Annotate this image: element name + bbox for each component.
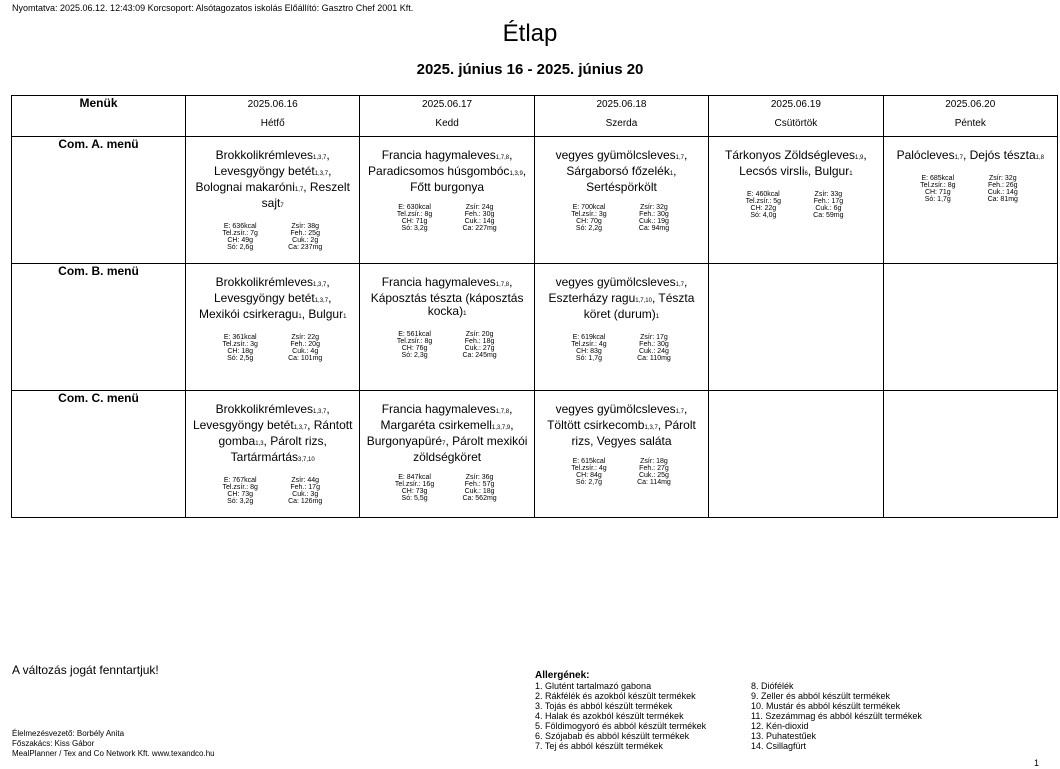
nutrition-value: Tel.zsír.: 4g — [571, 341, 607, 348]
dish-allergen-codes: 1,3,7 — [313, 155, 327, 161]
nutrition-value: Só: 1,7g — [924, 196, 951, 203]
dish-name: Burgonyapüré — [366, 434, 443, 448]
dish-separator: , — [522, 164, 527, 178]
nutrition-info — [382, 331, 512, 359]
nutrition-value: Feh.: 57g — [464, 481, 495, 488]
nutrition-value: E: 636kcal — [223, 223, 257, 230]
dish-name: Eszterházy ragu — [548, 291, 636, 305]
nutrition-value: Ca: 94mg — [638, 225, 670, 232]
nutrition-value: Ca: 81mg — [987, 196, 1018, 203]
change-notice: A változás jogát fenntartjuk! — [12, 663, 159, 677]
dish-separator: , — [328, 291, 332, 305]
dish-name: Párolt mexikói zöldségköret — [413, 434, 528, 464]
nutrition-value: E: 700kcal — [572, 204, 606, 211]
dish-name: Sárgaborsó főzelék — [566, 164, 670, 178]
dish-allergen-codes: 7 — [442, 441, 446, 447]
day-header — [709, 96, 883, 137]
nutrition-value: Tel.zsír.: 7g — [222, 230, 258, 237]
nutrition-info — [556, 458, 686, 486]
catering-manager: Élelmezésvezető: Borbély Anita — [12, 729, 125, 738]
dish-separator: , — [326, 148, 330, 162]
menu-cell — [360, 264, 534, 391]
nutrition-value: Zsír: 36g — [465, 474, 494, 481]
nutrition-value: CH: 84g — [576, 472, 602, 479]
nutrition-value: Só: 5,5g — [401, 495, 428, 502]
nutrition-value: Tel.zsír.: 4g — [571, 465, 607, 472]
dish-allergen-codes: 1,3,9 — [509, 171, 523, 177]
dish-name: Tészta köret (durum) — [583, 291, 695, 321]
nutrition-info — [905, 175, 1035, 203]
dish-allergen-codes: 1,3,7,9 — [491, 425, 511, 431]
dish-list — [366, 403, 527, 464]
nutrition-value: Feh.: 26g — [987, 182, 1018, 189]
dish-list — [192, 149, 353, 213]
dish-list — [192, 276, 353, 324]
day-header — [186, 96, 360, 137]
menu-table — [11, 95, 1058, 518]
nutrition-value: Cuk.: 4g — [292, 348, 319, 355]
allergen-item: 6. Szójabab és abból készült termékek — [535, 731, 690, 741]
dish-separator: , — [673, 164, 677, 178]
software-credit: MealPlanner / Tex and Co Network Kft. www.texandco.hu — [12, 749, 215, 758]
nutrition-info — [208, 334, 338, 362]
nutrition-value: E: 847kcal — [398, 474, 431, 481]
dish-list — [192, 403, 353, 467]
dish-list — [890, 149, 1051, 165]
nutrition-value: E: 561kcal — [398, 331, 431, 338]
nutrition-value: Tel.zsír.: 3g — [222, 341, 258, 348]
dish-list — [366, 276, 527, 321]
nutrition-value: Só: 3,2g — [227, 498, 254, 505]
dish-name: vegyes gyümölcsleves — [555, 148, 676, 162]
menu-row — [12, 264, 1058, 391]
nutrition-value: Cuk.: 3g — [292, 491, 319, 498]
dish-name: Francia hagymaleves — [381, 402, 496, 416]
dish-allergen-codes: 1 — [463, 311, 467, 317]
nutrition-value: CH: 76g — [401, 345, 428, 352]
menu-label: Com. A. menü — [12, 137, 186, 264]
head-chef: Főszakács: Kiss Gábor — [12, 739, 95, 748]
day-date: 2025.06.16 — [247, 99, 298, 110]
dish-allergen-codes: 1,7,8 — [495, 155, 510, 161]
menu-label: Com. B. menü — [12, 264, 186, 391]
nutrition-value: Ca: 245mg — [462, 352, 497, 359]
nutrition-value: Só: 2,6g — [227, 244, 254, 251]
day-name: Szerda — [605, 118, 638, 129]
dish-name: Párolt rizs — [571, 418, 696, 448]
nutrition-value: Cuk.: 25g — [638, 472, 669, 479]
dish-separator: , — [684, 402, 688, 416]
dish-separator: , — [509, 275, 513, 289]
nutrition-value: Feh.: 18g — [464, 338, 495, 345]
allergen-item: 12. Kén-dioxid — [751, 721, 809, 731]
menu-cell — [186, 137, 360, 264]
allergen-item: 9. Zeller és abból készült termékek — [751, 691, 891, 701]
nutrition-value: Tel.zsír.: 8g — [222, 484, 258, 491]
nutrition-value: Cuk.: 14g — [987, 189, 1018, 196]
nutrition-value: Feh.: 20g — [290, 341, 320, 348]
dish-name: Főtt burgonya — [410, 180, 485, 194]
nutrition-info — [382, 204, 512, 232]
nutrition-value: Tel.zsír.: 3g — [571, 211, 607, 218]
nutrition-value: Cuk.: 27g — [464, 345, 495, 352]
nutrition-value: Zsír: 24g — [465, 204, 494, 211]
dish-name: Vegyes saláta — [596, 434, 672, 448]
nutrition-value: CH: 22g — [750, 205, 777, 212]
nutrition-value: Zsír: 44g — [291, 477, 319, 484]
day-header — [883, 96, 1057, 137]
dish-separator: , — [326, 275, 330, 289]
dish-allergen-codes: 1,3,7 — [313, 282, 327, 288]
dish-list — [715, 149, 876, 181]
menu-cell — [360, 391, 534, 518]
day-header — [360, 96, 534, 137]
dish-allergen-codes: 1,7 — [954, 155, 963, 161]
dish-name: Levesgyöngy betét — [213, 291, 315, 305]
nutrition-value: CH: 49g — [227, 237, 254, 244]
dish-allergen-codes: 6 — [804, 171, 808, 177]
dish-name: Sertéspörkölt — [586, 180, 657, 194]
nutrition-info — [731, 191, 861, 219]
nutrition-info — [556, 204, 686, 232]
nutrition-value: Ca: 237mg — [288, 244, 323, 251]
dish-allergen-codes: 1 — [298, 314, 302, 320]
nutrition-value: Zsír: 32g — [988, 175, 1017, 182]
dish-allergen-codes: 1 — [655, 314, 660, 320]
dish-allergen-codes: 1,7,8 — [495, 409, 510, 415]
nutrition-value: Zsír: 38g — [291, 223, 319, 230]
dish-allergen-codes: 1,3 — [255, 441, 264, 447]
nutrition-value: CH: 70g — [576, 218, 602, 225]
dish-name: Rántott gomba — [218, 418, 353, 448]
nutrition-info — [382, 474, 512, 502]
allergen-legend — [535, 671, 971, 751]
dish-separator: , — [807, 164, 815, 178]
nutrition-value: CH: 71g — [401, 218, 428, 225]
dish-separator: , — [307, 418, 314, 432]
allergen-item: 2. Rákfélék és azokból készült termékek — [535, 691, 696, 701]
dish-separator: , — [684, 148, 688, 162]
menu-cell — [534, 391, 708, 518]
dish-name: Levesgyöngy betét — [192, 418, 294, 432]
dish-name: Káposztás tészta (káposztás kocka) — [370, 291, 524, 318]
day-date: 2025.06.19 — [770, 99, 821, 110]
dish-allergen-codes: 1,8 — [1035, 155, 1044, 161]
nutrition-value: Ca: 227mg — [462, 225, 497, 232]
nutrition-value: Cuk.: 6g — [815, 205, 842, 212]
nutrition-value: CH: 18g — [227, 348, 254, 355]
day-date: 2025.06.17 — [422, 99, 473, 110]
nutrition-value: Ca: 110mg — [637, 355, 671, 362]
dish-allergen-codes: 1,7 — [675, 155, 684, 161]
dish-allergen-codes: 1,3,7 — [314, 298, 329, 304]
menu-cell — [186, 264, 360, 391]
dish-separator: , — [263, 434, 271, 448]
nutrition-value: CH: 73g — [401, 488, 428, 495]
menu-row — [12, 391, 1058, 518]
nutrition-value: E: 630kcal — [398, 204, 431, 211]
nutrition-info — [208, 477, 338, 505]
allergen-item: 14. Csillagfürt — [751, 741, 807, 751]
dish-name: Dejós tészta — [969, 148, 1036, 162]
dish-separator: , — [326, 402, 330, 416]
allergen-item: 11. Szezámmag és abból készült termékek — [751, 711, 922, 721]
day-header — [534, 96, 708, 137]
nutrition-value: Tel.zsír.: 16g — [394, 481, 435, 488]
day-header-row — [12, 96, 1058, 137]
nutrition-value: Ca: 562mg — [462, 495, 497, 502]
nutrition-value: Tel.zsír.: 5g — [745, 198, 782, 205]
nutrition-value: Feh.: 17g — [290, 484, 320, 491]
allergen-item: 13. Puhatestűek — [751, 731, 817, 741]
dish-separator: , — [657, 418, 665, 432]
nutrition-value: E: 361kcal — [223, 334, 257, 341]
nutrition-value: Zsír: 17g — [640, 334, 668, 341]
nutrition-value: Cuk.: 19g — [638, 218, 669, 225]
nutrition-value: Só: 2,2g — [575, 225, 602, 232]
day-name: Hétfő — [260, 118, 285, 129]
menu-cell — [883, 137, 1057, 264]
nutrition-value: Feh.: 30g — [639, 211, 669, 218]
dish-allergen-codes: 1,3,7 — [293, 425, 308, 431]
dish-name: vegyes gyümölcsleves — [555, 402, 676, 416]
nutrition-value: Feh.: 27g — [639, 465, 669, 472]
allergen-item: 8. Diófélék — [751, 681, 794, 691]
allergen-item: 5. Földimogyoró és abból készült termékek — [535, 721, 707, 731]
nutrition-value: E: 619kcal — [572, 334, 606, 341]
dish-name: Margaréta csirkemell — [380, 418, 492, 432]
page-number: 1 — [1034, 758, 1040, 768]
nutrition-value: E: 460kcal — [747, 191, 780, 198]
dish-separator: , — [510, 418, 514, 432]
dish-allergen-codes: 7 — [280, 203, 284, 209]
dish-name: Reszelt sajt — [261, 180, 350, 210]
dish-name: Tartármártás — [230, 450, 299, 464]
dish-separator: , — [962, 148, 970, 162]
nutrition-value: E: 767kcal — [223, 477, 257, 484]
nutrition-value: Feh.: 17g — [813, 198, 844, 205]
nutrition-value: E: 685kcal — [921, 175, 955, 182]
dish-allergen-codes: 1 — [343, 314, 347, 320]
nutrition-info — [556, 334, 686, 362]
dish-separator: , — [303, 180, 310, 194]
day-date: 2025.06.20 — [945, 99, 996, 110]
nutrition-value: Ca: 101mg — [288, 355, 323, 362]
dish-list — [541, 276, 702, 324]
date-range-subtitle: 2025. június 16 - 2025. június 20 — [416, 61, 644, 78]
menus-header: Menük — [12, 96, 186, 137]
nutrition-value: Só: 4,0g — [750, 212, 777, 219]
dish-allergen-codes: 1,3,7 — [314, 171, 329, 177]
dish-allergen-codes: 1 — [849, 171, 853, 177]
menu-cell — [186, 391, 360, 518]
nutrition-value: Só: 2,5g — [227, 355, 254, 362]
dish-separator: , — [651, 291, 659, 305]
allergen-item: 1. Glutént tartalmazó gabona — [535, 681, 652, 691]
dish-allergen-codes: 1,7 — [675, 282, 684, 288]
nutrition-value: Tel.zsír.: 8g — [396, 338, 433, 345]
dish-name: Brokkolikrémleves — [215, 148, 314, 162]
allergen-list — [535, 681, 971, 751]
dish-separator: , — [445, 434, 453, 448]
nutrition-value: E: 615kcal — [572, 458, 606, 465]
dish-name: Francia hagymaleves — [381, 148, 496, 162]
dish-name: Lecsós virsli — [739, 164, 805, 178]
day-name: Csütörtök — [774, 118, 818, 129]
nutrition-value: Só: 2,3g — [401, 352, 428, 359]
dish-name: Töltött csirkecomb — [547, 418, 645, 432]
print-header: Nyomtatva: 2025.06.12. 12:43:09 Korcsoport: Alsótagozatos iskolás Előállító: Gasztro Chef 2001 Kft. — [12, 3, 414, 13]
nutrition-value: Cuk.: 2g — [292, 237, 319, 244]
nutrition-value: Cuk.: 18g — [464, 488, 495, 495]
menu-cell — [709, 137, 883, 264]
nutrition-value: CH: 71g — [924, 189, 951, 196]
dish-allergen-codes: 1,7,10 — [635, 298, 652, 304]
dish-list — [541, 403, 702, 448]
dish-allergen-codes: 1 — [669, 171, 674, 177]
dish-name: Brokkolikrémleves — [215, 275, 314, 289]
dish-name: Bulgur — [308, 307, 344, 321]
dish-allergen-codes: 1,7 — [675, 409, 684, 415]
allergen-item: 4. Halak és azokból készült termékek — [535, 711, 684, 721]
allergen-item: 7. Tej és abból készült termékek — [535, 741, 663, 751]
nutrition-value: Ca: 126mg — [288, 498, 323, 505]
menu-cell — [360, 137, 534, 264]
dish-allergen-codes: 1,7,8 — [495, 282, 510, 288]
dish-allergen-codes: 1,9 — [855, 155, 864, 161]
dish-list — [541, 149, 702, 194]
nutrition-value: Zsír: 20g — [465, 331, 494, 338]
nutrition-value: Zsír: 22g — [291, 334, 319, 341]
day-name: Kedd — [435, 118, 459, 129]
dish-allergen-codes: 3,7,10 — [298, 457, 315, 463]
allergen-item: 10. Mustár és abból készült termékek — [751, 701, 901, 711]
dish-allergen-codes: 1,3,7 — [644, 425, 658, 431]
nutrition-value: Feh.: 30g — [639, 341, 669, 348]
dish-name: Levesgyöngy betét — [213, 164, 315, 178]
nutrition-value: Tel.zsír.: 8g — [920, 182, 956, 189]
dish-separator: , — [328, 164, 332, 178]
nutrition-value: Feh.: 30g — [464, 211, 495, 218]
nutrition-value: Zsír: 18g — [640, 458, 668, 465]
nutrition-value: Só: 3,2g — [401, 225, 428, 232]
footer-credits — [12, 729, 215, 759]
dish-name: Bolognai makaróni — [195, 180, 295, 194]
nutrition-value: Cuk.: 24g — [638, 348, 669, 355]
menu-cell — [883, 264, 1057, 391]
dish-separator: , — [323, 434, 327, 448]
dish-name: Párolt rizs — [270, 434, 324, 448]
nutrition-value: Zsír: 33g — [814, 191, 843, 198]
menu-label: Com. C. menü — [12, 391, 186, 518]
menu-cell — [883, 391, 1057, 518]
menu-cell — [534, 137, 708, 264]
allergen-item: 3. Tojás és abból készült termékek — [535, 701, 673, 711]
day-name: Péntek — [954, 118, 986, 129]
dish-name: Tárkonyos Zöldségleves — [724, 148, 856, 162]
dish-separator: , — [590, 434, 597, 448]
dish-separator: , — [684, 275, 688, 289]
page-title: Étlap — [502, 20, 558, 47]
nutrition-value: Zsír: 32g — [640, 204, 668, 211]
nutrition-value: Ca: 59mg — [813, 212, 844, 219]
dish-separator: , — [301, 307, 309, 321]
dish-allergen-codes: 1,7 — [294, 187, 304, 193]
nutrition-info — [208, 223, 338, 251]
dish-separator: , — [509, 148, 513, 162]
dish-separator: , — [509, 402, 513, 416]
dish-list — [366, 149, 527, 194]
nutrition-value: Cuk.: 14g — [464, 218, 495, 225]
dish-name: Mexikói csirkeragu — [198, 307, 299, 321]
dish-separator: , — [863, 148, 867, 162]
dish-name: vegyes gyümölcsleves — [555, 275, 676, 289]
nutrition-value: Ca: 114mg — [637, 479, 671, 486]
allergen-legend-title: Allergének: — [535, 670, 590, 681]
dish-name: Brokkolikrémleves — [215, 402, 314, 416]
dish-name: Palócleves — [896, 148, 955, 162]
dish-name: Paradicsomos húsgombóc — [368, 164, 510, 178]
menu-row — [12, 137, 1058, 264]
nutrition-value: CH: 83g — [576, 348, 602, 355]
nutrition-value: Feh.: 25g — [290, 230, 320, 237]
menu-cell — [709, 264, 883, 391]
nutrition-value: Tel.zsír.: 8g — [396, 211, 433, 218]
dish-name: Francia hagymaleves — [381, 275, 496, 289]
menu-cell — [709, 391, 883, 518]
dish-name: Bulgur — [814, 164, 850, 178]
day-date: 2025.06.18 — [596, 99, 647, 110]
nutrition-value: Só: 2,7g — [575, 479, 602, 486]
nutrition-value: Só: 1,7g — [575, 355, 602, 362]
dish-allergen-codes: 1,3,7 — [313, 409, 327, 415]
menu-cell — [534, 264, 708, 391]
nutrition-value: CH: 73g — [227, 491, 254, 498]
